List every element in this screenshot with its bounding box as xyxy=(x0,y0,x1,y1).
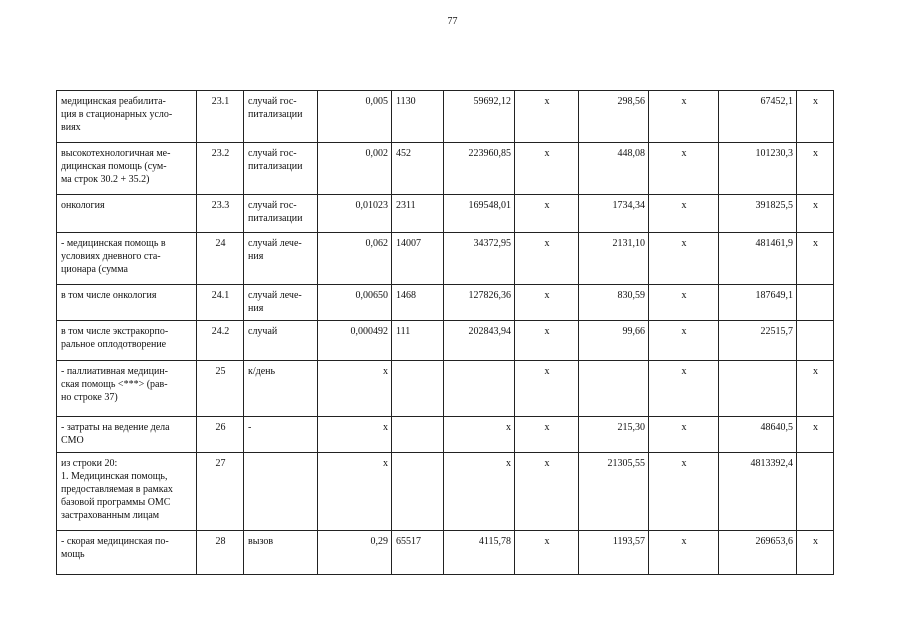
cell-total xyxy=(719,361,797,417)
cell-col-11: x xyxy=(797,143,834,195)
table-row xyxy=(57,531,834,575)
cell-cost-norm: 202843,94 xyxy=(444,321,515,361)
cell-description-line: но строке 37) xyxy=(61,392,118,403)
cell-volume-norm: x xyxy=(318,361,392,417)
cell-unit xyxy=(244,233,318,285)
cell-description-line: - затраты на ведение дела xyxy=(61,422,170,433)
cell-col-9: x xyxy=(649,285,719,321)
cell-cost-norm: x xyxy=(444,417,515,453)
cell-row-number: 27 xyxy=(197,453,244,531)
cell-unit-line: случай лече- xyxy=(248,290,302,301)
cell-row-number: 23.3 xyxy=(197,195,244,233)
cell-description-line: медицинская реабилита- xyxy=(61,96,166,107)
cell-description-line: ция в стационарных усло- xyxy=(61,109,173,120)
cell-description-line: в том числе онкология xyxy=(61,290,157,301)
cell-volume-norm: x xyxy=(318,453,392,531)
cell-col-11: x xyxy=(797,531,834,575)
cell-unit xyxy=(244,195,318,233)
cell-unit xyxy=(244,321,318,361)
cell-description-line: ма строк 30.2 + 35.2) xyxy=(61,174,150,185)
cell-total: 22515,7 xyxy=(719,321,797,361)
cell-volume-norm: 0,000492 xyxy=(318,321,392,361)
cell-col-7: x xyxy=(515,143,579,195)
cell-description-line: базовой программы ОМС xyxy=(61,497,171,508)
cell-cost-norm: 223960,85 xyxy=(444,143,515,195)
cell-description xyxy=(57,143,197,195)
cell-col-7: x xyxy=(515,361,579,417)
cell-volume-norm: 0,01023 xyxy=(318,195,392,233)
cell-total: 4813392,4 xyxy=(719,453,797,531)
cell-volume: 1130 xyxy=(392,91,444,143)
cell-unit-line: - xyxy=(248,422,252,433)
cell-unit xyxy=(244,91,318,143)
cell-col-7: x xyxy=(515,453,579,531)
cell-description xyxy=(57,531,197,575)
table-row xyxy=(57,143,834,195)
cell-cost-norm: x xyxy=(444,453,515,531)
cell-volume-norm: 0,002 xyxy=(318,143,392,195)
cell-description xyxy=(57,91,197,143)
cell-unit xyxy=(244,531,318,575)
cell-row-number: 24.2 xyxy=(197,321,244,361)
cell-per-capita: 298,56 xyxy=(579,91,649,143)
cell-cost-norm: 127826,36 xyxy=(444,285,515,321)
table-row xyxy=(57,361,834,417)
cell-description-line: мощь xyxy=(61,549,85,560)
cell-description-line: - скорая медицинская по- xyxy=(61,536,169,547)
cell-per-capita: 830,59 xyxy=(579,285,649,321)
cell-description xyxy=(57,361,197,417)
cell-per-capita: 215,30 xyxy=(579,417,649,453)
cell-col-9: x xyxy=(649,417,719,453)
cell-unit-line: случай гос- xyxy=(248,200,297,211)
cell-description-line: онкология xyxy=(61,200,105,211)
cell-total: 187649,1 xyxy=(719,285,797,321)
cell-unit-line: к/день xyxy=(248,366,276,377)
cell-unit-line: ния xyxy=(248,251,264,262)
cell-col-11 xyxy=(797,321,834,361)
cell-col-9: x xyxy=(649,321,719,361)
cell-total: 481461,9 xyxy=(719,233,797,285)
cell-volume-norm: 0,062 xyxy=(318,233,392,285)
cell-cost-norm: 169548,01 xyxy=(444,195,515,233)
cell-description xyxy=(57,321,197,361)
cell-col-11 xyxy=(797,285,834,321)
cell-volume: 65517 xyxy=(392,531,444,575)
cell-col-9: x xyxy=(649,531,719,575)
cell-row-number: 23.1 xyxy=(197,91,244,143)
table-row xyxy=(57,285,834,321)
cell-per-capita: 1734,34 xyxy=(579,195,649,233)
cell-row-number: 23.2 xyxy=(197,143,244,195)
cell-description-line: - медицинская помощь в xyxy=(61,238,166,249)
cell-unit xyxy=(244,361,318,417)
cell-col-9: x xyxy=(649,453,719,531)
cell-total: 48640,5 xyxy=(719,417,797,453)
cell-col-7: x xyxy=(515,233,579,285)
cell-unit-line: вызов xyxy=(248,536,274,547)
cell-volume: 1468 xyxy=(392,285,444,321)
cell-unit-line: ния xyxy=(248,303,264,314)
cell-row-number: 24 xyxy=(197,233,244,285)
cell-volume: 111 xyxy=(392,321,444,361)
cell-unit-line: случай xyxy=(248,326,278,337)
page-number: 77 xyxy=(447,16,458,27)
cell-unit-line: случай лече- xyxy=(248,238,302,249)
cell-col-11: x xyxy=(797,195,834,233)
cell-row-number: 26 xyxy=(197,417,244,453)
cell-volume xyxy=(392,453,444,531)
cell-description xyxy=(57,285,197,321)
cell-volume xyxy=(392,361,444,417)
cell-description-line: виях xyxy=(61,122,81,133)
table-row xyxy=(57,417,834,453)
cell-col-7: x xyxy=(515,285,579,321)
cell-description xyxy=(57,195,197,233)
cell-unit-line: питализации xyxy=(248,109,303,120)
cell-col-11 xyxy=(797,453,834,531)
table-row xyxy=(57,233,834,285)
cell-description-line: СМО xyxy=(61,435,84,446)
cell-unit-line: случай гос- xyxy=(248,96,297,107)
cell-volume: 452 xyxy=(392,143,444,195)
table-row xyxy=(57,321,834,361)
cell-per-capita: 448,08 xyxy=(579,143,649,195)
cell-per-capita xyxy=(579,361,649,417)
cell-volume: 14007 xyxy=(392,233,444,285)
cell-col-9: x xyxy=(649,233,719,285)
cell-total: 269653,6 xyxy=(719,531,797,575)
cell-cost-norm: 34372,95 xyxy=(444,233,515,285)
cell-unit xyxy=(244,453,318,531)
cell-total: 101230,3 xyxy=(719,143,797,195)
cell-description-line: - паллиативная медицин- xyxy=(61,366,169,377)
cell-description-line: ционара (сумма xyxy=(61,264,128,275)
cell-volume-norm: 0,00650 xyxy=(318,285,392,321)
cell-description-line: предоставляемая в рамках xyxy=(61,484,173,495)
cell-col-9: x xyxy=(649,143,719,195)
cell-unit xyxy=(244,143,318,195)
cell-unit xyxy=(244,417,318,453)
cell-unit-line: питализации xyxy=(248,161,303,172)
cell-col-9: x xyxy=(649,91,719,143)
cell-cost-norm: 4115,78 xyxy=(444,531,515,575)
cell-col-7: x xyxy=(515,195,579,233)
table-row xyxy=(57,453,834,531)
cell-volume-norm: 0,005 xyxy=(318,91,392,143)
cell-description-line: высокотехнологичная ме- xyxy=(61,148,171,159)
cell-volume-norm: x xyxy=(318,417,392,453)
cell-description xyxy=(57,453,197,531)
cell-cost-norm xyxy=(444,361,515,417)
cell-description-line: 1. Медицинская помощь, xyxy=(61,471,168,482)
cell-col-9: x xyxy=(649,361,719,417)
cell-row-number: 28 xyxy=(197,531,244,575)
cell-description xyxy=(57,233,197,285)
cell-per-capita: 1193,57 xyxy=(579,531,649,575)
financing-table xyxy=(56,90,834,575)
cell-total: 391825,5 xyxy=(719,195,797,233)
cell-description-line: дицинская помощь (сум- xyxy=(61,161,167,172)
table-body xyxy=(57,91,834,575)
cell-description-line: условиях дневного ста- xyxy=(61,251,161,262)
cell-row-number: 24.1 xyxy=(197,285,244,321)
cell-unit-line: питализации xyxy=(248,213,303,224)
table-row xyxy=(57,91,834,143)
cell-total: 67452,1 xyxy=(719,91,797,143)
cell-col-7: x xyxy=(515,417,579,453)
cell-col-7: x xyxy=(515,321,579,361)
cell-per-capita: 2131,10 xyxy=(579,233,649,285)
cell-description-line: в том числе экстракорпо- xyxy=(61,326,169,337)
cell-col-7: x xyxy=(515,91,579,143)
cell-col-11: x xyxy=(797,91,834,143)
cell-description-line: ская помощь <***> (рав- xyxy=(61,379,168,390)
cell-volume xyxy=(392,417,444,453)
cell-col-11: x xyxy=(797,417,834,453)
cell-col-11: x xyxy=(797,361,834,417)
cell-cost-norm: 59692,12 xyxy=(444,91,515,143)
cell-per-capita: 21305,55 xyxy=(579,453,649,531)
cell-col-11: x xyxy=(797,233,834,285)
cell-volume-norm: 0,29 xyxy=(318,531,392,575)
cell-col-9: x xyxy=(649,195,719,233)
cell-description xyxy=(57,417,197,453)
cell-description-line: застрахованным лицам xyxy=(61,510,160,521)
table-row xyxy=(57,195,834,233)
cell-description-line: ральное оплодотворение xyxy=(61,339,167,350)
cell-unit-line: случай гос- xyxy=(248,148,297,159)
cell-per-capita: 99,66 xyxy=(579,321,649,361)
cell-description-line: из строки 20: xyxy=(61,458,118,469)
cell-row-number: 25 xyxy=(197,361,244,417)
cell-volume: 2311 xyxy=(392,195,444,233)
cell-unit xyxy=(244,285,318,321)
cell-col-7: x xyxy=(515,531,579,575)
